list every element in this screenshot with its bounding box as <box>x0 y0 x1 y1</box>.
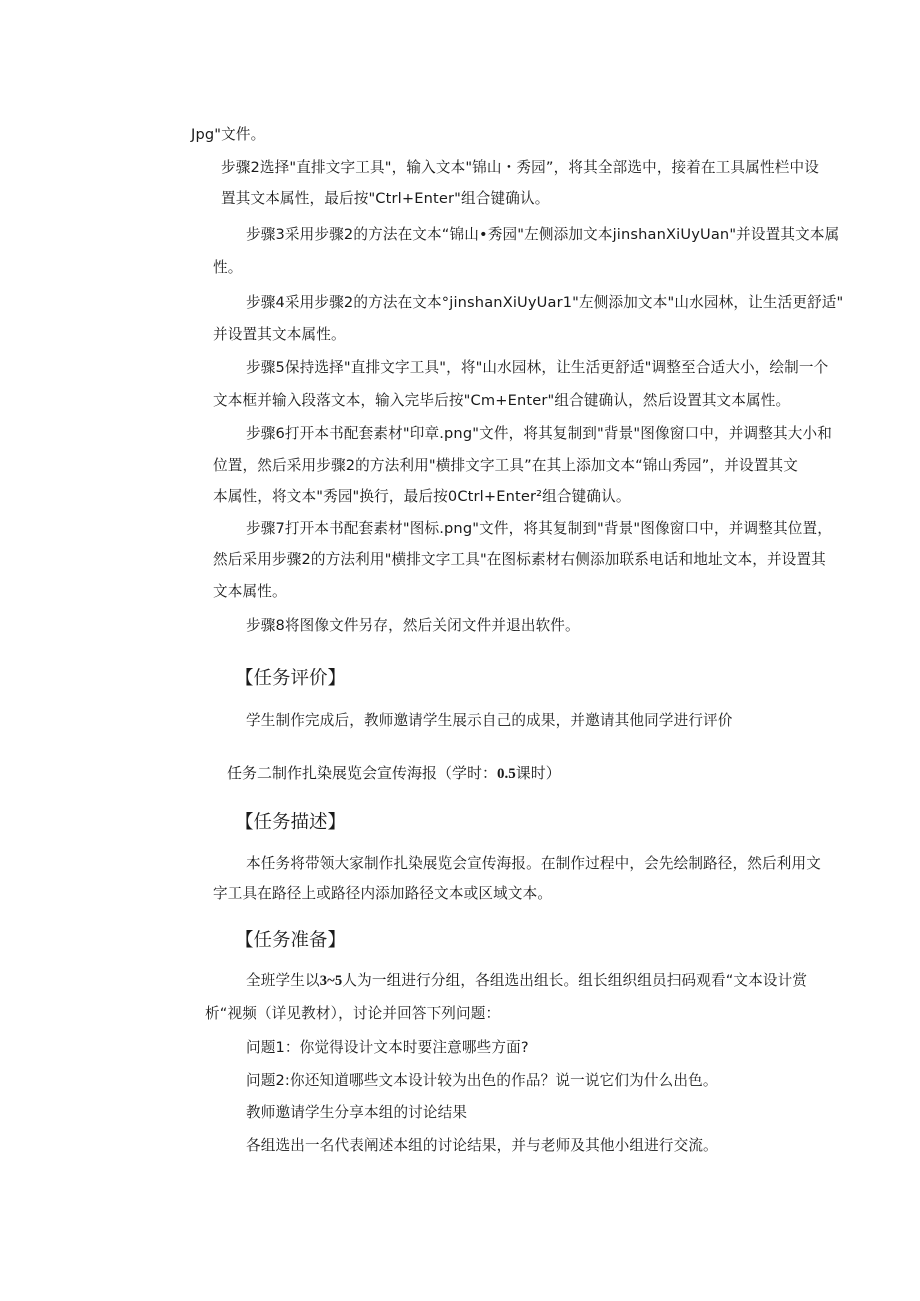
evaluation-text: 学生制作完成后，教师邀请学生展示自己的成果，并邀请其他同学进行评价 <box>246 712 733 729</box>
question-1: 问题1：你觉得设计文本时要注意哪些方面? <box>246 1039 529 1056</box>
question-2: 问题2:你还知道哪些文本设计较为出色的作品？说一说它们为什么出色。 <box>246 1072 718 1089</box>
evaluation-heading: 【任务评价】 <box>235 668 347 689</box>
description-heading: 【任务描述】 <box>235 812 347 833</box>
step-3-line-2: 性。 <box>213 259 243 276</box>
step-4-line-2: 并设置其文本属性。 <box>213 326 346 343</box>
task2-title-hours: 0.5 <box>497 766 516 782</box>
step-6-line-2: 位置，然后采用步骤2的方法利用"横排文字工具”在其上添加文本“锦山秀园”，并设置其文 <box>213 457 798 474</box>
step-7-line-1: 步骤7打开本书配套素材"图标.png"文件，将其复制到"背景"图像窗口中，并调整其位置， <box>246 520 832 537</box>
preparation-line-2: 析“视频（详见教材），讨论并回答下列问题： <box>205 1005 501 1022</box>
step-5-line-2: 文本框并输入段落文本，输入完毕后按"Cm+Enter"组合键确认，然后设置其文本属性。 <box>213 392 791 409</box>
preparation-line-1 <box>246 971 807 991</box>
step-5-line-1: 步骤5保持选择"直排文字工具"，将"山水园林，让生活更舒适"调整至合适大小，绘制一个 <box>246 359 829 376</box>
step-2-line-1: 步骤2选择"直排文字工具"，输入文本"锦山・秀园”，将其全部选中，接着在工具属性栏中设 <box>221 159 819 176</box>
step-4-line-1: 步骤4采用步骤2的方法在文本°jinshanXiUyUar1"左侧添加文本"山水园林，让生活更舒适" <box>246 294 844 311</box>
task2-title-part-b: 课时） <box>515 764 561 782</box>
preparation-line-1-a: 全班学生以 <box>246 972 320 989</box>
step-8: 步骤8将图像文件另存，然后关闭文件并退出软件。 <box>246 617 580 634</box>
step-7-line-2: 然后采用步骤2的方法利用"横排文字工具"在图标素材右侧添加联系电话和地址文本，并设置其 <box>213 551 826 568</box>
share-results-text: 教师邀请学生分享本组的讨论结果 <box>246 1104 468 1121</box>
preparation-line-1-b: 人为一组进行分组，各组选出组长。组长组织组员扫码观看“文本设计赏 <box>342 972 808 989</box>
preparation-heading: 【任务准备】 <box>235 930 347 951</box>
description-line-1: 本任务将带领大家制作扎染展览会宣传海报。在制作过程中，会先绘制路径，然后利用文 <box>246 855 822 872</box>
step-3-line-1: 步骤3采用步骤2的方法在文本“锦山•秀园"左侧添加文本jinshanXiUyUan"并设置其文本属 <box>246 226 840 243</box>
step-6-line-1: 步骤6打开本书配套素材"印章.png"文件，将其复制到"背景"图像窗口中，并调整其大小和 <box>246 425 832 442</box>
task2-title <box>227 763 561 784</box>
exchange-text: 各组选出一名代表阐述本组的讨论结果，并与老师及其他小组进行交流。 <box>246 1137 718 1154</box>
description-line-2: 字工具在路径上或路径内添加路径文本或区域文本。 <box>213 885 553 902</box>
step-6-line-3: 本属性，将文本"秀园"换行，最后按0Ctrl+Enter²组合键确认。 <box>213 488 631 505</box>
step-7-line-3: 文本属性。 <box>213 583 287 600</box>
task2-title-part-a: 任务二制作扎染展览会宣传海报（学时： <box>227 764 498 782</box>
step-1-continuation: Jpg"文件。 <box>191 126 266 143</box>
group-size: 3~5 <box>319 973 343 989</box>
step-2-line-2: 置其文本属性，最后按"Ctrl+Enter"组合键确认。 <box>221 190 550 207</box>
